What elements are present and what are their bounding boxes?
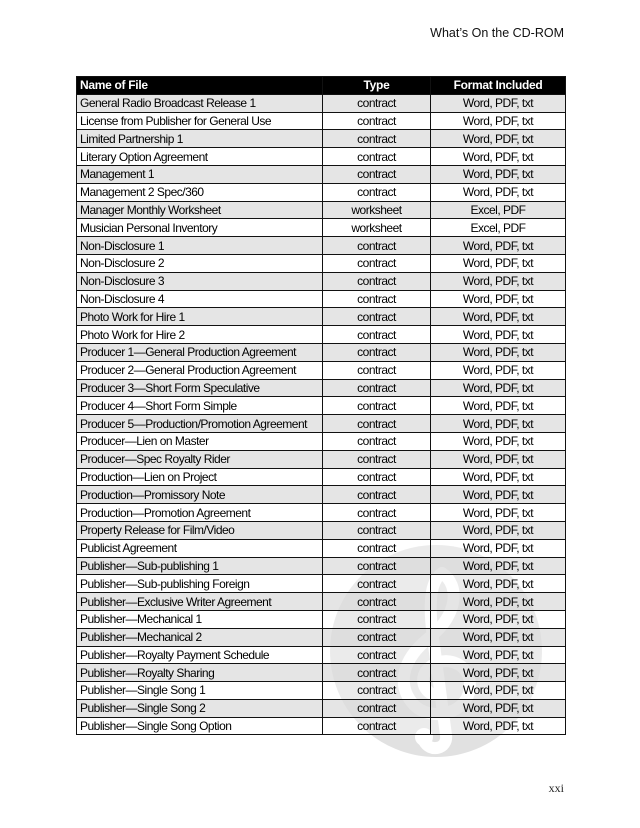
file-name-cell: Publisher—Single Song 1	[77, 682, 323, 700]
file-name-cell: Publisher—Single Song 2	[77, 699, 323, 717]
file-name-cell: Limited Partnership 1	[77, 130, 323, 148]
file-name-cell: Property Release for Film/Video	[77, 521, 323, 539]
table-row	[77, 379, 566, 397]
type-cell: contract	[323, 237, 431, 255]
file-name-cell: Producer 1—General Production Agreement	[77, 343, 323, 361]
format-cell: Word, PDF, txt	[431, 504, 566, 522]
type-cell: contract	[323, 397, 431, 415]
running-header: What’s On the CD-ROM	[430, 26, 564, 40]
table-row	[77, 148, 566, 166]
table-row	[77, 646, 566, 664]
type-cell: contract	[323, 290, 431, 308]
file-name-cell: Publisher—Single Song Option	[77, 717, 323, 735]
table-row	[77, 504, 566, 522]
table-row	[77, 699, 566, 717]
format-cell: Word, PDF, txt	[431, 130, 566, 148]
format-cell: Word, PDF, txt	[431, 415, 566, 433]
format-cell: Word, PDF, txt	[431, 272, 566, 290]
type-cell: contract	[323, 379, 431, 397]
table-row	[77, 219, 566, 237]
format-cell: Word, PDF, txt	[431, 326, 566, 344]
type-cell: contract	[323, 148, 431, 166]
type-cell: contract	[323, 682, 431, 700]
table-row	[77, 521, 566, 539]
type-cell: contract	[323, 557, 431, 575]
column-header-format: Format Included	[431, 77, 566, 95]
format-cell: Word, PDF, txt	[431, 699, 566, 717]
page-number: xxi	[548, 781, 564, 795]
table-row	[77, 397, 566, 415]
table-header-row	[77, 77, 566, 95]
format-cell: Word, PDF, txt	[431, 575, 566, 593]
type-cell: contract	[323, 94, 431, 112]
type-cell: contract	[323, 326, 431, 344]
column-header-type: Type	[323, 77, 431, 95]
file-name-cell: Manager Monthly Worksheet	[77, 201, 323, 219]
type-cell: contract	[323, 717, 431, 735]
format-cell: Word, PDF, txt	[431, 254, 566, 272]
type-cell: contract	[323, 254, 431, 272]
file-name-cell: Publisher—Royalty Sharing	[77, 664, 323, 682]
type-cell: contract	[323, 308, 431, 326]
format-cell: Word, PDF, txt	[431, 557, 566, 575]
file-name-cell: Publisher—Exclusive Writer Agreement	[77, 593, 323, 611]
file-name-cell: Publisher—Mechanical 2	[77, 628, 323, 646]
table-row	[77, 272, 566, 290]
type-cell: contract	[323, 646, 431, 664]
file-name-cell: Producer 3—Short Form Speculative	[77, 379, 323, 397]
format-cell: Word, PDF, txt	[431, 593, 566, 611]
table-row	[77, 682, 566, 700]
format-cell: Excel, PDF	[431, 219, 566, 237]
file-name-cell: Management 1	[77, 165, 323, 183]
format-cell: Word, PDF, txt	[431, 94, 566, 112]
type-cell: contract	[323, 610, 431, 628]
format-cell: Word, PDF, txt	[431, 343, 566, 361]
file-name-cell: Non-Disclosure 2	[77, 254, 323, 272]
format-cell: Word, PDF, txt	[431, 646, 566, 664]
table-row	[77, 575, 566, 593]
format-cell: Word, PDF, txt	[431, 148, 566, 166]
file-name-cell: Photo Work for Hire 2	[77, 326, 323, 344]
format-cell: Word, PDF, txt	[431, 610, 566, 628]
file-name-cell: Producer 4—Short Form Simple	[77, 397, 323, 415]
format-cell: Word, PDF, txt	[431, 112, 566, 130]
format-cell: Word, PDF, txt	[431, 664, 566, 682]
format-cell: Word, PDF, txt	[431, 237, 566, 255]
format-cell: Word, PDF, txt	[431, 379, 566, 397]
file-name-cell: Literary Option Agreement	[77, 148, 323, 166]
type-cell: contract	[323, 450, 431, 468]
file-name-cell: Non-Disclosure 3	[77, 272, 323, 290]
type-cell: contract	[323, 272, 431, 290]
table-row	[77, 486, 566, 504]
file-name-cell: Production—Lien on Project	[77, 468, 323, 486]
table-row	[77, 610, 566, 628]
type-cell: contract	[323, 699, 431, 717]
type-cell: contract	[323, 628, 431, 646]
file-name-cell: Publisher—Mechanical 1	[77, 610, 323, 628]
format-cell: Word, PDF, txt	[431, 682, 566, 700]
format-cell: Word, PDF, txt	[431, 468, 566, 486]
type-cell: contract	[323, 343, 431, 361]
type-cell: contract	[323, 183, 431, 201]
table-row	[77, 326, 566, 344]
format-cell: Word, PDF, txt	[431, 183, 566, 201]
format-cell: Word, PDF, txt	[431, 432, 566, 450]
table-row	[77, 308, 566, 326]
file-name-cell: Producer—Lien on Master	[77, 432, 323, 450]
table-row	[77, 183, 566, 201]
type-cell: contract	[323, 165, 431, 183]
type-cell: contract	[323, 130, 431, 148]
format-cell: Word, PDF, txt	[431, 165, 566, 183]
type-cell: contract	[323, 486, 431, 504]
type-cell: contract	[323, 539, 431, 557]
file-name-cell: Publisher—Sub-publishing Foreign	[77, 575, 323, 593]
type-cell: contract	[323, 593, 431, 611]
table-row	[77, 94, 566, 112]
file-name-cell: Management 2 Spec/360	[77, 183, 323, 201]
table-row	[77, 415, 566, 433]
table-row	[77, 717, 566, 735]
file-name-cell: Production—Promissory Note	[77, 486, 323, 504]
table-row	[77, 201, 566, 219]
table-row	[77, 130, 566, 148]
table-row	[77, 664, 566, 682]
table-row	[77, 432, 566, 450]
table-row	[77, 112, 566, 130]
column-header-name: Name of File	[77, 77, 323, 95]
table-row	[77, 361, 566, 379]
format-cell: Word, PDF, txt	[431, 308, 566, 326]
format-cell: Excel, PDF	[431, 201, 566, 219]
format-cell: Word, PDF, txt	[431, 521, 566, 539]
type-cell: contract	[323, 504, 431, 522]
format-cell: Word, PDF, txt	[431, 717, 566, 735]
table-row	[77, 593, 566, 611]
format-cell: Word, PDF, txt	[431, 361, 566, 379]
table-row	[77, 165, 566, 183]
file-name-cell: Publicist Agreement	[77, 539, 323, 557]
format-cell: Word, PDF, txt	[431, 539, 566, 557]
table-row	[77, 628, 566, 646]
table-row	[77, 254, 566, 272]
type-cell: contract	[323, 521, 431, 539]
file-name-cell: License from Publisher for General Use	[77, 112, 323, 130]
file-name-cell: Producer 2—General Production Agreement	[77, 361, 323, 379]
type-cell: contract	[323, 575, 431, 593]
table-row	[77, 290, 566, 308]
format-cell: Word, PDF, txt	[431, 450, 566, 468]
table-row	[77, 539, 566, 557]
table-row	[77, 557, 566, 575]
file-name-cell: Publisher—Royalty Payment Schedule	[77, 646, 323, 664]
table-row	[77, 450, 566, 468]
table-row	[77, 237, 566, 255]
type-cell: contract	[323, 415, 431, 433]
cd-rom-file-table	[76, 76, 566, 735]
table-row	[77, 468, 566, 486]
file-name-cell: Non-Disclosure 4	[77, 290, 323, 308]
file-name-cell: Musician Personal Inventory	[77, 219, 323, 237]
table-row	[77, 343, 566, 361]
type-cell: worksheet	[323, 201, 431, 219]
file-name-cell: General Radio Broadcast Release 1	[77, 94, 323, 112]
type-cell: contract	[323, 361, 431, 379]
file-name-cell: Publisher—Sub-publishing 1	[77, 557, 323, 575]
type-cell: contract	[323, 664, 431, 682]
format-cell: Word, PDF, txt	[431, 290, 566, 308]
format-cell: Word, PDF, txt	[431, 628, 566, 646]
file-name-cell: Producer—Spec Royalty Rider	[77, 450, 323, 468]
type-cell: contract	[323, 468, 431, 486]
file-name-cell: Photo Work for Hire 1	[77, 308, 323, 326]
format-cell: Word, PDF, txt	[431, 486, 566, 504]
type-cell: worksheet	[323, 219, 431, 237]
file-name-cell: Production—Promotion Agreement	[77, 504, 323, 522]
type-cell: contract	[323, 112, 431, 130]
format-cell: Word, PDF, txt	[431, 397, 566, 415]
file-name-cell: Producer 5—Production/Promotion Agreement	[77, 415, 323, 433]
type-cell: contract	[323, 432, 431, 450]
file-name-cell: Non-Disclosure 1	[77, 237, 323, 255]
